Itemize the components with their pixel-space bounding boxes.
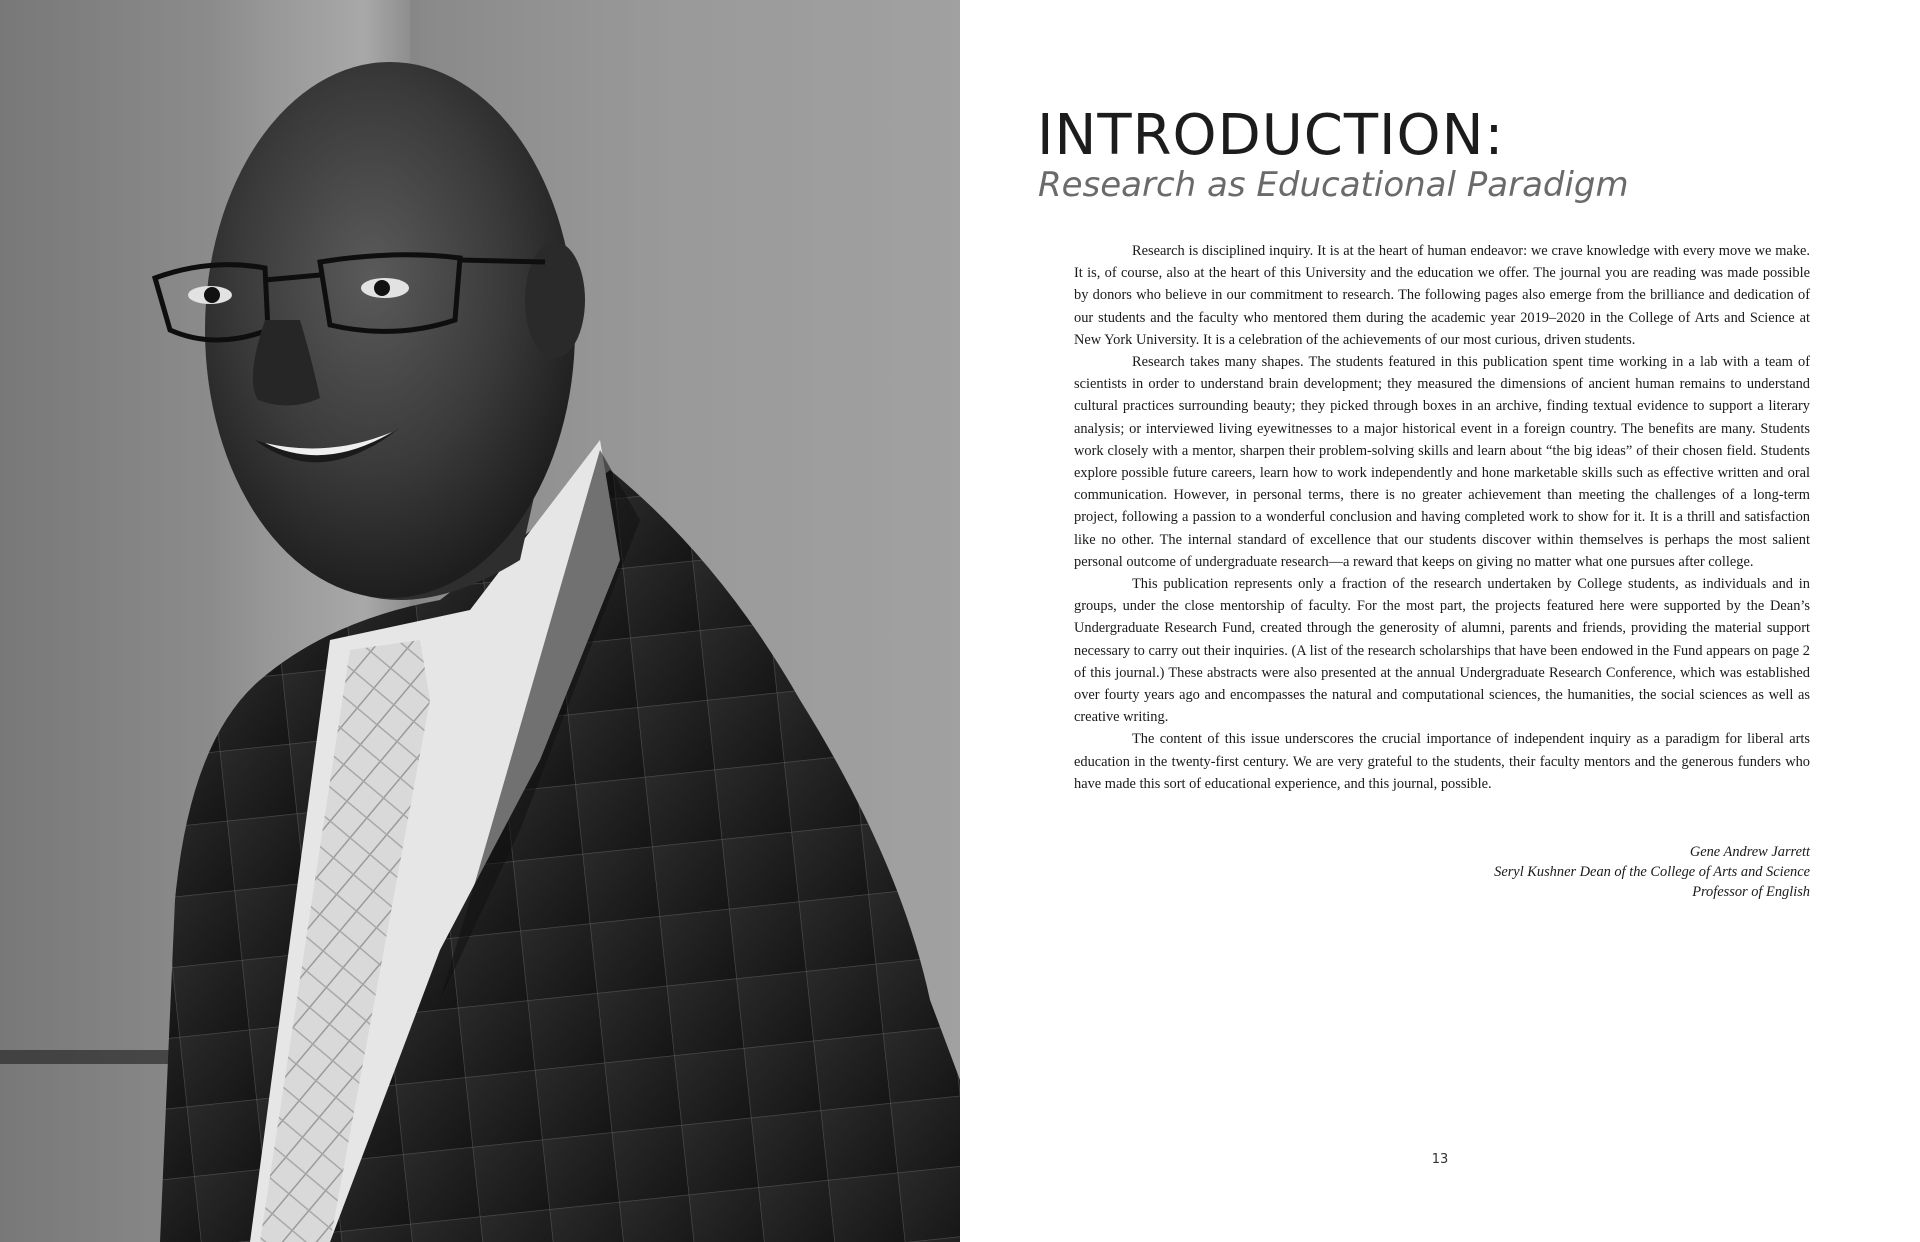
- page-subtitle: Research as Educational Paradigm: [1038, 165, 1629, 205]
- page-number: 13: [1431, 1152, 1449, 1167]
- introduction-page: [960, 0, 1920, 1242]
- signature-role: Professor of English: [1692, 883, 1810, 900]
- signature-title: Seryl Kushner Dean of the College of Arts and Science: [1494, 863, 1810, 880]
- introduction-body: [1074, 240, 1810, 795]
- paragraph-2: Research takes many shapes. The students featured in this publication spent time working in a lab with a team of scientists in order to understand brain development; they measured the dimensions of ancient human remains to understand cultural practices surrounding beauty; they picked through boxes in an archive, finding textual evidence to support a literary analysis; or interviewed living eyewitnesses to a major historical event in a foreign country. The benefits are many. Students work closely with a mentor, sharpen their problem-solving skills and learn about “the big ideas” of their chosen field. Students explore possible future careers, learn how to work independently and hone marketable skills such as effective written and oral communication. However, in personal terms, there is no greater achievement than meeting the challenges of a long-term project, following a passion to a wonderful conclusion and having completed work to show for it. It is a thrill and satisfaction like no other. The internal standard of excellence that our students discover within themselves is perhaps the most salient personal outcome of undergraduate research—a reward that keeps on giving no matter what one pursues after college.: [1074, 354, 1810, 570]
- signature-block: [1494, 843, 1810, 902]
- paragraph-3: This publication represents only a fraction of the research undertaken by College students, as individuals and in groups, under the close mentorship of faculty. For the most part, the projects featured here were supported by the Dean’s Undergraduate Research Fund, created through the generosity of alumni, parents and friends, providing the material support necessary to carry out their inquiries. (A list of the research scholarships that have been endowed in the Fund appears on page 2 of this journal.) These abstracts were also presented at the annual Undergraduate Research Conference, which was established over fourty years ago and encompasses the natural and computational sciences, the humanities, the social sciences as well as creative writing.: [1074, 576, 1810, 726]
- signature-name: Gene Andrew Jarrett: [1689, 844, 1810, 860]
- page-title: INTRODUCTION:: [1037, 103, 1505, 168]
- paragraph-4: The content of this issue underscores the crucial importance of independent inquiry as a paradigm for liberal arts education in the twenty-first century. We are very grateful to the students, their faculty mentors and the generous funders who have made this sort of educational experience, and this journal, possible.: [1074, 731, 1810, 792]
- paragraph-1: Research is disciplined inquiry. It is at the heart of human endeavor: we crave knowledge with every move we make. It is, of course, also at the heart of this University and the education we offer. The journal you are reading was made possible by donors who believe in our commitment to research. The following pages also emerge from the brilliance and dedication of our students and the faculty who mentored them during the academic year 2019–2020 in the College of Arts and Science at New York University. It is a celebration of the achievements of our most curious, driven students.: [1074, 243, 1810, 348]
